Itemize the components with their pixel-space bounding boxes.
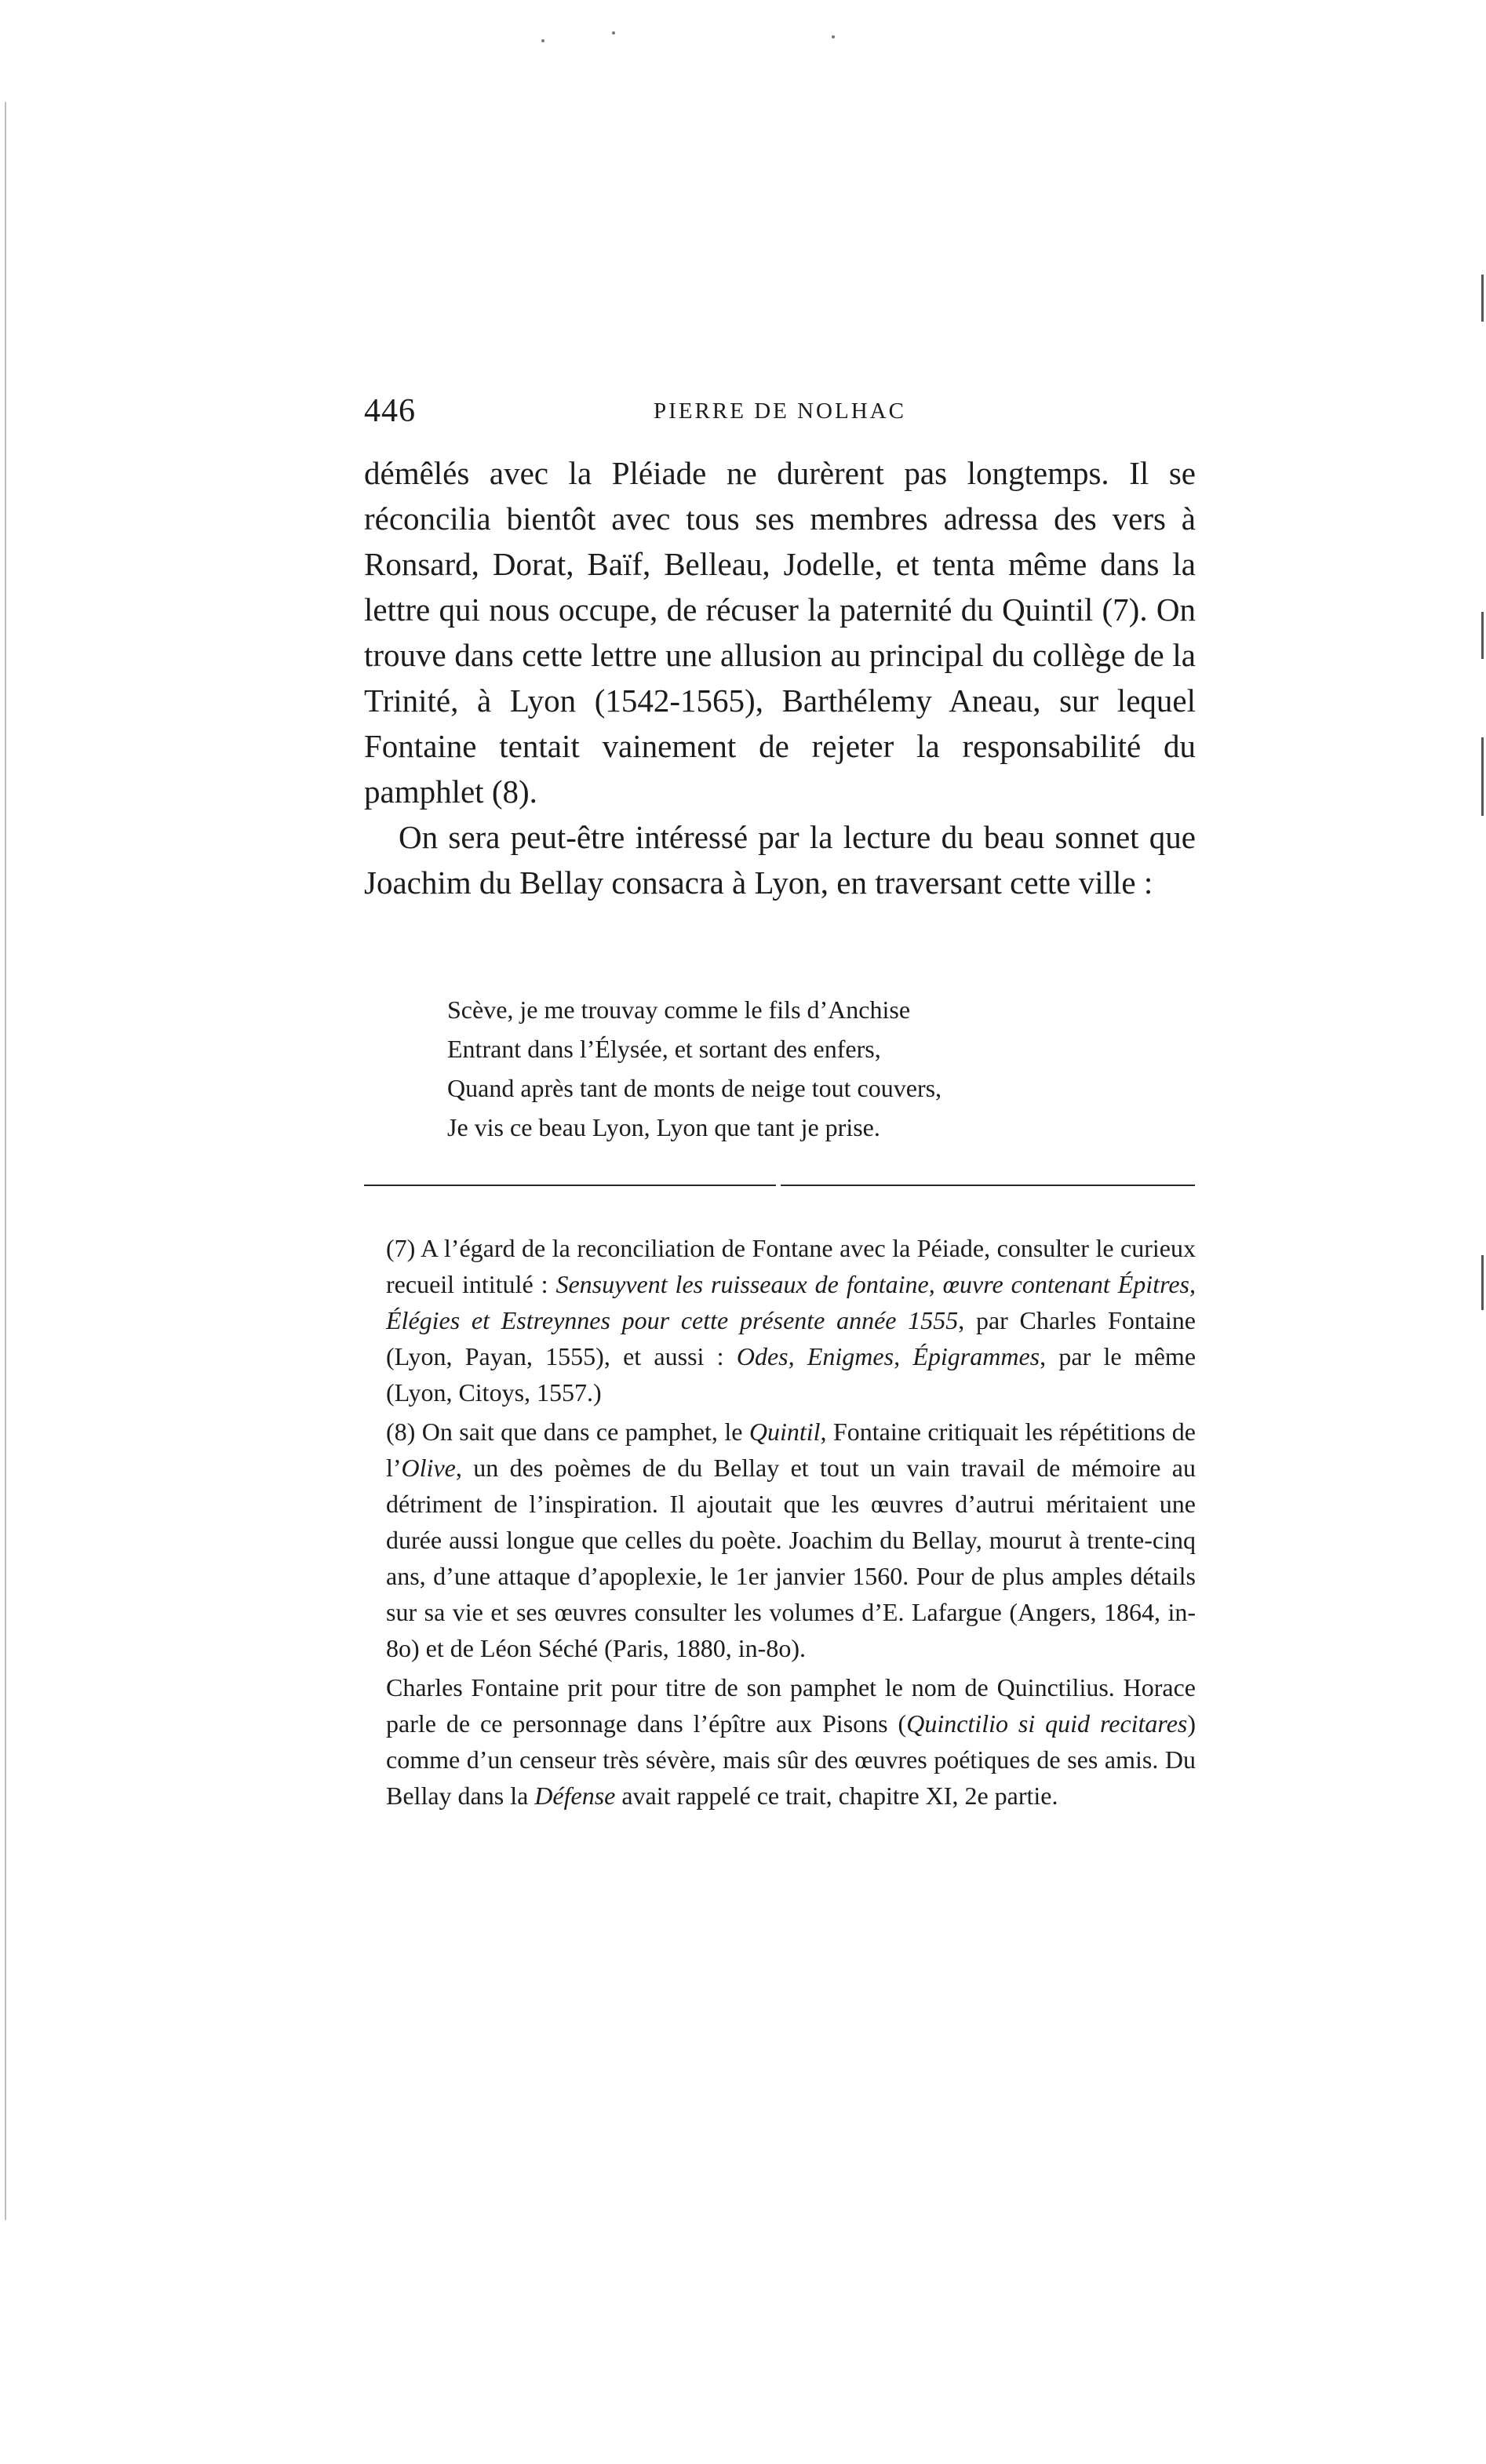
paragraph-1: démêlés avec la Pléiade ne durèrent pas longtemps. Il se réconcilia bientôt avec tous ses membres adressa des vers à Ronsard, Dorat, Baïf, Belleau, Jodelle, et tenta même dans la lettre qui nous occupe, de récuser la paternité du Quintil (7). On trouve dans cette lettre une allusion au principal du collège de la Trinité, à Lyon (1542-1565), Barthélemy Aneau, sur lequel Fontaine tentait vainement de rejeter la responsabilité du pamphlet (8). bbox=[364, 455, 1196, 810]
scan-mark-right-3 bbox=[1481, 737, 1484, 816]
footnote-7-title-1: Sensuyvent les ruisseaux de fontaine, œuvre contenant Épitres, Élégies et Estreynnes pour cette présente année 1555 bbox=[386, 1270, 1196, 1334]
sonnet-quote bbox=[447, 990, 1075, 1147]
footnote-8-text-c: , Fontaine critiquait les répétitions de l’ bbox=[386, 1418, 1196, 1482]
poem-line-3: Quand après tant de monts de neige tout couvers, bbox=[447, 1074, 942, 1102]
footnote-8c-quote: Quinctilio si quid recitares bbox=[906, 1709, 1188, 1738]
footnote-8c-text-e: avait rappelé ce trait, chapitre XI, 2e partie. bbox=[615, 1782, 1058, 1810]
scan-dot-2 bbox=[612, 31, 615, 35]
footnote-7-text-a: (7) A l’égard de la reconciliation de Fontane avec la Péiade, consulter le curieux recueil intitulé : bbox=[386, 1234, 1196, 1298]
footnote-8 bbox=[386, 1414, 1196, 1666]
footnote-7 bbox=[386, 1230, 1196, 1410]
footnotes bbox=[386, 1230, 1196, 1814]
footnote-8c-text-c: ) comme d’un censeur très sévère, mais sûr des œuvres poétiques de ses amis. Du Bellay dans la bbox=[386, 1709, 1196, 1810]
footnote-8c-text-a: Charles Fontaine prit pour titre de son pamphet le nom de Quinctilius. Horace parle de ce personnage dans l’épître aux Pisons ( bbox=[386, 1673, 1196, 1738]
page-number: 446 bbox=[364, 393, 416, 429]
footnote-8c-title: Défense bbox=[534, 1782, 616, 1810]
paragraph-2: On sera peut-être intéressé par la lecture du beau sonnet que Joachim du Bellay consacra à Lyon, en traversant cette ville : bbox=[364, 819, 1196, 901]
scan-dot-3 bbox=[832, 35, 835, 38]
footnote-8-continued bbox=[386, 1669, 1196, 1814]
running-title: PIERRE DE NOLHAC bbox=[654, 399, 906, 424]
page-header bbox=[364, 392, 1196, 439]
footnote-7-text-e: , par le même (Lyon, Citoys, 1557.) bbox=[386, 1342, 1196, 1407]
footnote-8-text-a: (8) On sait que dans ce pamphet, le bbox=[386, 1418, 749, 1446]
scan-edge-left bbox=[5, 102, 6, 2220]
footnote-7-title-2: Odes, Enigmes, Épigrammes bbox=[736, 1342, 1040, 1370]
poem-line-4: Je vis ce beau Lyon, Lyon que tant je prise. bbox=[447, 1113, 880, 1141]
footnote-8-title-1: Quintil bbox=[748, 1418, 821, 1446]
footnote-8-title-2: Olive bbox=[401, 1454, 456, 1482]
scan-dot-1 bbox=[541, 39, 545, 42]
scan-mark-right-1 bbox=[1481, 275, 1484, 322]
scan-mark-right-2 bbox=[1481, 612, 1484, 659]
footnote-7-text-c: , par Charles Fontaine (Lyon, Payan, 1555), et aussi : bbox=[386, 1306, 1196, 1370]
poem-line-2: Entrant dans l’Élysée, et sortant des enfers, bbox=[447, 1035, 881, 1063]
scan-mark-right-4 bbox=[1481, 1255, 1484, 1310]
footnote-rule-right bbox=[781, 1185, 1195, 1186]
footnote-8-text-e: , un des poèmes de du Bellay et tout un vain travail de mémoire au détriment de l’inspiration. Il ajoutait que les œuvres d’autrui méritaient une durée aussi longue que celles du poète. Joachim du Bellay, mourut à trente-cinq ans, d’une attaque d’apoplexie, le 1er janvier 1560. Pour de plus amples détails sur sa vie et ses œuvres consulter les volumes d’E. Lafargue (Angers, 1864, in-8o) et de Léon Séché (Paris, 1880, in-8o). bbox=[386, 1454, 1196, 1662]
poem-line-1: Scève, je me trouvay comme le fils d’Anchise bbox=[447, 995, 911, 1024]
footnote-rule-left bbox=[364, 1185, 776, 1186]
main-text bbox=[364, 450, 1196, 905]
